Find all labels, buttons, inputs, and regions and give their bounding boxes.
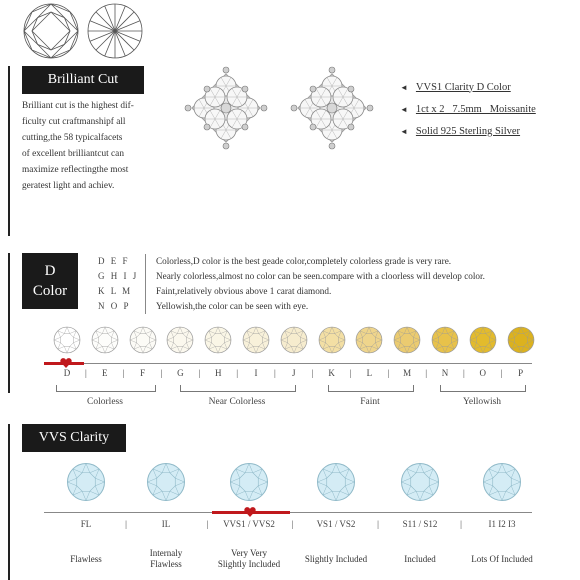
clarity-title: VVS Clarity [22, 424, 126, 452]
group-bracket [180, 385, 296, 392]
clarity-grade-scale [0, 519, 580, 533]
color-letter-g: G [177, 368, 184, 378]
color-letter-separator: | [84, 368, 87, 378]
clarity-grade-separator: | [206, 519, 209, 529]
color-letter-scale [0, 368, 580, 382]
clarity-grade-label: S11 / S12 [402, 519, 438, 529]
clarity-gem-2 [146, 462, 186, 502]
brilliant-cut-title: Brilliant Cut [22, 66, 144, 94]
clarity-caption-line: Flawless [70, 554, 102, 564]
color-gem-p [507, 326, 535, 354]
spec-material: Solid 925 Sterling Silver [415, 125, 521, 137]
clarity-caption [378, 554, 462, 565]
grade-row: D E F [98, 256, 130, 266]
color-grade-descriptions [156, 254, 576, 314]
color-gem-row [0, 326, 580, 360]
color-letter-e: E [102, 368, 108, 378]
color-gem-j [280, 326, 308, 354]
group-label-faint: Faint [360, 397, 380, 407]
earring-left-image [174, 56, 278, 160]
color-letter-separator: | [236, 368, 238, 378]
clarity-grade-separator: | [377, 519, 379, 529]
spec-item [400, 76, 578, 98]
clarity-caption [294, 554, 378, 565]
color-grade-list [98, 254, 144, 314]
color-letter-h: H [214, 368, 222, 378]
group-bracket [56, 385, 156, 392]
color-letter-p: P [518, 368, 524, 378]
color-letter-separator: | [500, 368, 503, 378]
color-title [22, 253, 78, 309]
color-letter-separator: | [311, 368, 314, 378]
clarity-gem-row [0, 462, 580, 506]
color-letter-separator: | [122, 368, 125, 378]
color-gem-l [355, 326, 383, 354]
arrow-left-icon: ◄ [400, 126, 408, 136]
spec-clarity: VVS1 Clarity D Color [415, 81, 511, 93]
group-bracket [328, 385, 414, 392]
spec-item [400, 98, 578, 120]
color-letter-separator: | [273, 368, 276, 378]
clarity-grade-label: IL [161, 519, 171, 529]
grade-description: Yellowish,the color can be seen with eye. [156, 301, 309, 311]
clarity-grade-separator: | [125, 519, 127, 529]
spec-size: 1ct x 2 7.5mm Moissanite [415, 103, 536, 115]
selected-heart-icon [60, 358, 72, 368]
clarity-grade-separator: | [291, 519, 294, 529]
color-title-line: Color [32, 283, 68, 299]
color-gem-i [242, 326, 270, 354]
desc-line: cutting,the 58 typicalfacets [22, 133, 123, 143]
group-label-colorless: Colorless [87, 397, 123, 407]
grade-row: K L M [98, 286, 133, 296]
color-letter-separator: | [425, 368, 427, 378]
color-title-line: D [44, 263, 56, 279]
desc-line: maximize reflectingthe most [22, 165, 129, 175]
selected-heart-icon [244, 507, 256, 517]
clarity-caption [44, 554, 128, 565]
clarity-caption [460, 554, 544, 565]
color-gem-m [393, 326, 421, 354]
brilliant-section-bar [8, 66, 10, 236]
desc-line: geratest light and achiev. [22, 181, 115, 191]
spec-list [400, 76, 578, 142]
grade-description: Colorless,D color is the best geade color,completely colorless grade is very rare. [156, 256, 452, 266]
desc-line: of excellent brilliantcut can [22, 149, 124, 159]
clarity-grade-separator: | [460, 519, 462, 529]
color-letter-m: M [403, 368, 412, 378]
grade-row: N O P [98, 301, 131, 311]
color-scale-line [44, 363, 532, 364]
spec-item [400, 120, 578, 142]
brilliant-cut-description [22, 98, 157, 194]
grade-description: Faint,relatively obvious above 1 carat diamond. [156, 286, 332, 296]
clarity-gem-1 [66, 462, 106, 502]
color-letter-d: D [63, 368, 71, 378]
clarity-captions [0, 548, 580, 578]
clarity-gem-3 [229, 462, 269, 502]
earring-right-image [280, 56, 384, 160]
desc-line: Brilliant cut is the highest dif- [22, 101, 134, 111]
color-letter-o: O [479, 368, 487, 378]
clarity-caption [207, 548, 291, 570]
color-gem-e [91, 326, 119, 354]
clarity-gem-4 [316, 462, 356, 502]
clarity-caption-line: Slightly Included [217, 559, 281, 569]
gem-top-view-icon [22, 2, 80, 60]
group-label-near-colorless: Near Colorless [208, 397, 266, 407]
clarity-grade-label: VS1 / VS2 [316, 519, 356, 529]
gem-bottom-view-icon [86, 2, 144, 60]
clarity-grade-label: VVS1 / VVS2 [223, 519, 275, 529]
color-gem-h [204, 326, 232, 354]
color-gem-f [129, 326, 157, 354]
color-gem-d [53, 326, 81, 354]
arrow-left-icon: ◄ [400, 104, 408, 114]
clarity-caption-line: Flawless [150, 559, 182, 569]
color-letter-i: I [254, 368, 258, 378]
clarity-caption-line: Included [404, 554, 436, 564]
color-letter-l: L [366, 368, 373, 378]
color-letter-j: J [292, 368, 296, 378]
clarity-caption-line: Slightly Included [304, 554, 368, 564]
color-letter-separator: | [462, 368, 465, 378]
clarity-gem-6 [482, 462, 522, 502]
grade-row: G H I J [98, 271, 139, 281]
desc-line: ficulty cut craftmanshipf all [22, 117, 126, 127]
clarity-caption-line: Internaly [149, 548, 183, 558]
clarity-caption-line: Very Very [230, 548, 268, 558]
color-letter-separator: | [160, 368, 163, 378]
clarity-caption-line: Lots Of Included [471, 554, 533, 564]
color-letter-separator: | [349, 368, 352, 378]
clarity-caption [124, 548, 208, 570]
arrow-left-icon: ◄ [400, 82, 408, 92]
color-gem-o [469, 326, 497, 354]
grade-description: Nearly colorless,almost no color can be seen.compare with a cloorless will develop color. [156, 271, 485, 281]
color-letter-n: N [441, 368, 449, 378]
clarity-grade-label: I1 I2 I3 [488, 519, 516, 529]
color-letter-separator: | [198, 368, 201, 378]
group-bracket [440, 385, 526, 392]
color-letter-f: F [140, 368, 146, 378]
color-letter-separator: | [387, 368, 390, 378]
group-label-yellowish: Yellowish [462, 397, 502, 407]
color-letter-k: K [328, 368, 335, 378]
grade-divider [145, 254, 146, 314]
clarity-gem-5 [400, 462, 440, 502]
color-gem-n [431, 326, 459, 354]
color-gem-g [166, 326, 194, 354]
color-gem-k [318, 326, 346, 354]
clarity-grade-label: FL [80, 519, 92, 529]
